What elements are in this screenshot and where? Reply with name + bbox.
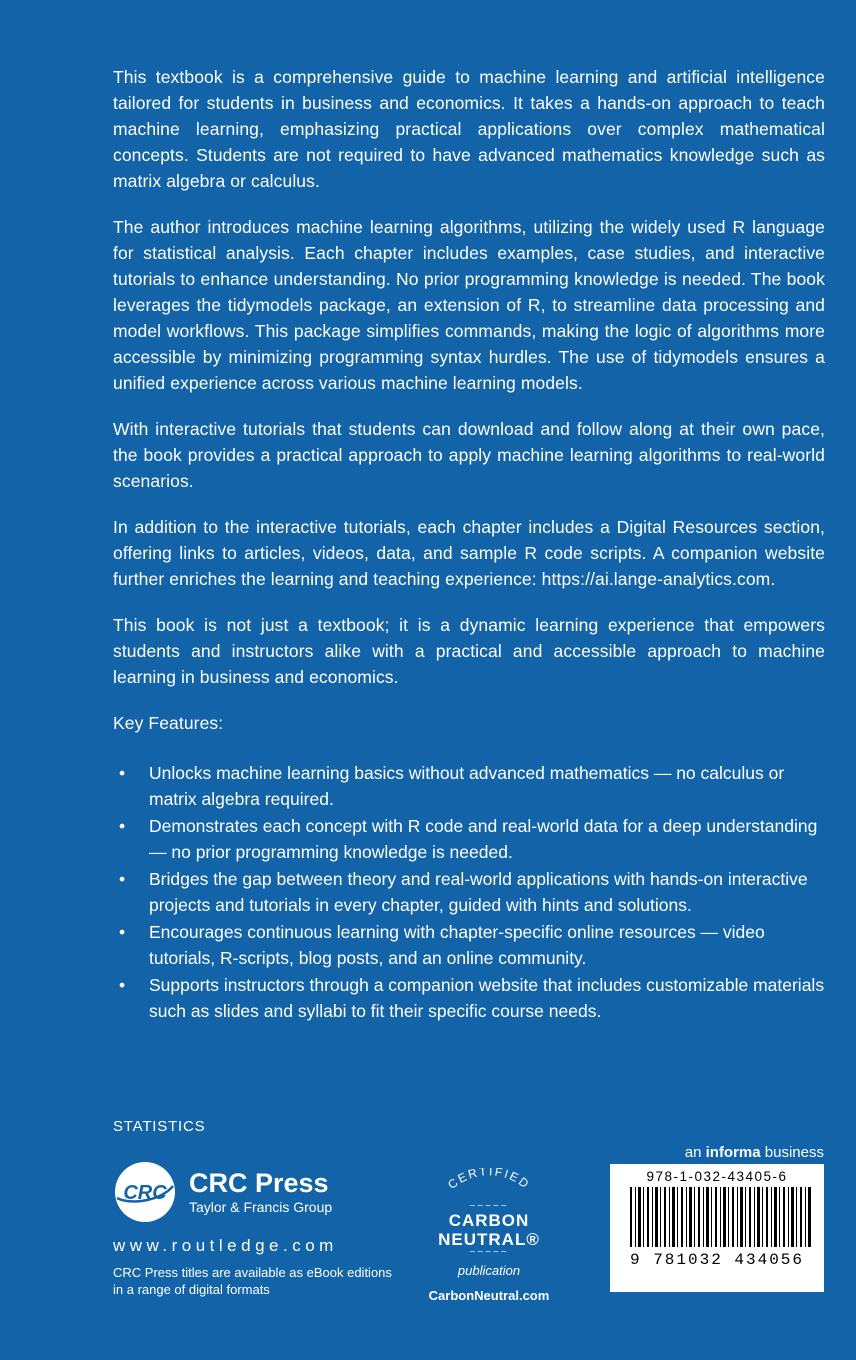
key-feature-item: • Demonstrates each concept with R code and real-world data for a deep understanding — no prior programming knowledge is needed. — [149, 813, 825, 865]
blurb-paragraph-2: The author introduces machine learning algorithms, utilizing the widely used R language for statistical analysis. Each chapter includes examples, case studies, and interactive tutorials to enhance understanding. No prior programming knowledge is needed. The book leverages the tidymodels package, an extension of R, to streamline data processing and model workflows. This package simplifies commands, making the logic of algorithms more accessible by minimizing programming syntax hurdles. The use of tidymodels ensures a unified experience across various machine learning models. — [113, 217, 825, 393]
crc-press-logo-icon — [113, 1160, 177, 1224]
key-feature-item: • Encourages continuous learning with chapter-specific online resources — video tutorials, R-scripts, blog posts, and an online community. — [149, 919, 825, 971]
publisher-block — [113, 1160, 393, 1298]
subject-category-label: STATISTICS — [113, 1118, 206, 1135]
isbn-barcode — [610, 1164, 824, 1292]
back-cover-blurb — [113, 64, 825, 1025]
carbon-neutral-badge — [424, 1168, 554, 1303]
badge-divider: ~~~~~ — [469, 1201, 509, 1212]
carbon-badge-publication: publication — [457, 1263, 521, 1278]
publisher-name: CRC Press — [189, 1168, 329, 1198]
blurb-paragraph-5: This book is not just a textbook; it is a dynamic learning experience that empowers students and instructors alike with a practical and accessible approach to machine learning in business and economics. — [113, 615, 825, 687]
barcode-bars — [630, 1187, 812, 1247]
carbon-badge-url: CarbonNeutral.com — [428, 1288, 550, 1303]
ean-digits: 9 781032 434056 — [629, 1251, 805, 1269]
svg-text:CRC: CRC — [123, 1182, 167, 1204]
svg-text:CERTIFIED: CERTIFIED — [445, 1168, 533, 1192]
carbon-badge-arc — [424, 1168, 554, 1198]
carbon-badge-line2: NEUTRAL® — [438, 1230, 540, 1249]
key-feature-item: • Supports instructors through a companion website that includes customizable materials such as slides and syllabi to fit their specific course needs. — [149, 972, 825, 1024]
badge-divider: ~~~~~ — [469, 1247, 509, 1258]
ebook-availability-note: CRC Press titles are available as eBook editions in a range of digital formats — [113, 1265, 392, 1297]
informa-business-label: an informa business — [684, 1144, 824, 1161]
blurb-paragraph-3: With interactive tutorials that students can download and follow along at their own pace, the book provides a practical approach to apply machine learning algorithms to real-world scenarios. — [113, 419, 825, 491]
carbon-badge-line1: CARBON — [448, 1211, 530, 1230]
key-feature-item: • Unlocks machine learning basics without advanced mathematics — no calculus or matrix algebra required. — [149, 760, 825, 812]
publisher-website: www.routledge.com — [113, 1236, 338, 1255]
key-features-heading: Key Features: — [113, 713, 224, 733]
blurb-paragraph-4: In addition to the interactive tutorials, each chapter includes a Digital Resources section, offering links to articles, videos, data, and sample R code scripts. A companion website further enriches the learning and teaching experience: https://ai.lange-analytics.com. — [113, 517, 825, 589]
key-feature-item: • Bridges the gap between theory and real-world applications with hands-on interactive projects and tutorials in every chapter, guided with hints and solutions. — [149, 866, 825, 918]
publisher-group: Taylor & Francis Group — [189, 1199, 333, 1215]
blurb-paragraph-1: This textbook is a comprehensive guide to machine learning and artificial intelligence tailored for students in business and economics. It takes a hands-on approach to teach machine learning, emphasizing practical applications over complex mathematical concepts. Students are not required to have advanced mathematics knowledge such as matrix algebra or calculus. — [113, 67, 825, 191]
isbn-number: 978-1-032-43405-6 — [646, 1169, 788, 1184]
key-features-list — [113, 760, 825, 1024]
